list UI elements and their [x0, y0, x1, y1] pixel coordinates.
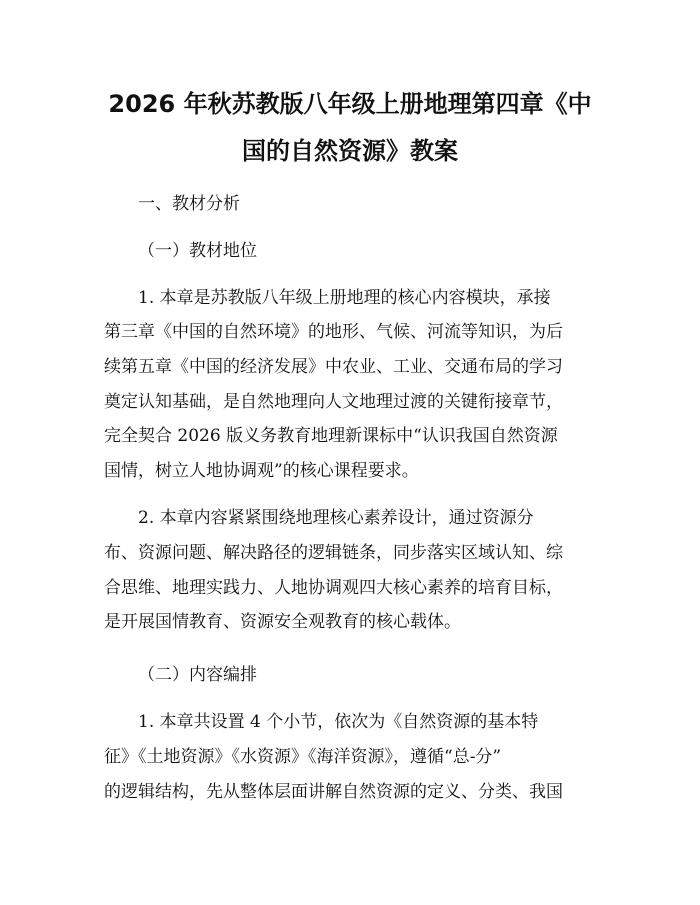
- paragraph-1-line-4: 奠定认知基础，是自然地理向人文地理过渡的关键衔接章节，: [104, 392, 563, 412]
- paragraph-3-line-2: 征》《土地资源》《水资源》《海洋资源》，遵循“总-分”: [104, 747, 502, 767]
- paragraph-2-line-3: 合思维、地理实践力、人地协调观四大核心素养的培育目标，: [104, 578, 563, 598]
- paragraph-2-line-4: 是开展国情教育、资源安全观教育的核心载体。: [104, 612, 461, 632]
- subsection-heading-textbook-position: （一）教材地位: [138, 241, 257, 261]
- paragraph-2-line-1: 2. 本章内容紧紧围绕地理核心素养设计，通过资源分: [138, 508, 534, 528]
- section-heading-textbook-analysis: 一、教材分析: [138, 194, 240, 214]
- paragraph-3-line-3: 的逻辑结构，先从整体层面讲解自然资源的定义、分类、我国: [104, 782, 563, 802]
- subsection-heading-content-arrangement: （二）内容编排: [138, 665, 257, 685]
- paragraph-1-line-6: 国情，树立人地协调观”的核心课程要求。: [104, 461, 419, 481]
- paragraph-2-line-2: 布、资源问题、解决路径的逻辑链条，同步落实区域认知、综: [104, 543, 563, 563]
- document-title-line-2: 国的自然资源》教案: [242, 137, 458, 165]
- paragraph-1-line-5: 完全契合 2026 版义务教育地理新课标中“认识我国自然资源: [104, 426, 558, 446]
- document-title-line-1: 2026 年秋苏教版八年级上册地理第四章《中: [108, 90, 592, 118]
- paragraph-3-line-1: 1. 本章共设置 4 个小节，依次为《自然资源的基本特: [138, 712, 539, 732]
- paragraph-1-line-3: 续第五章《中国的经济发展》中农业、工业、交通布局的学习: [104, 357, 563, 377]
- paragraph-1-line-1: 1. 本章是苏教版八年级上册地理的核心内容模块，承接: [138, 288, 551, 308]
- paragraph-1-line-2: 第三章《中国的自然环境》的地形、气候、河流等知识，为后: [104, 322, 563, 342]
